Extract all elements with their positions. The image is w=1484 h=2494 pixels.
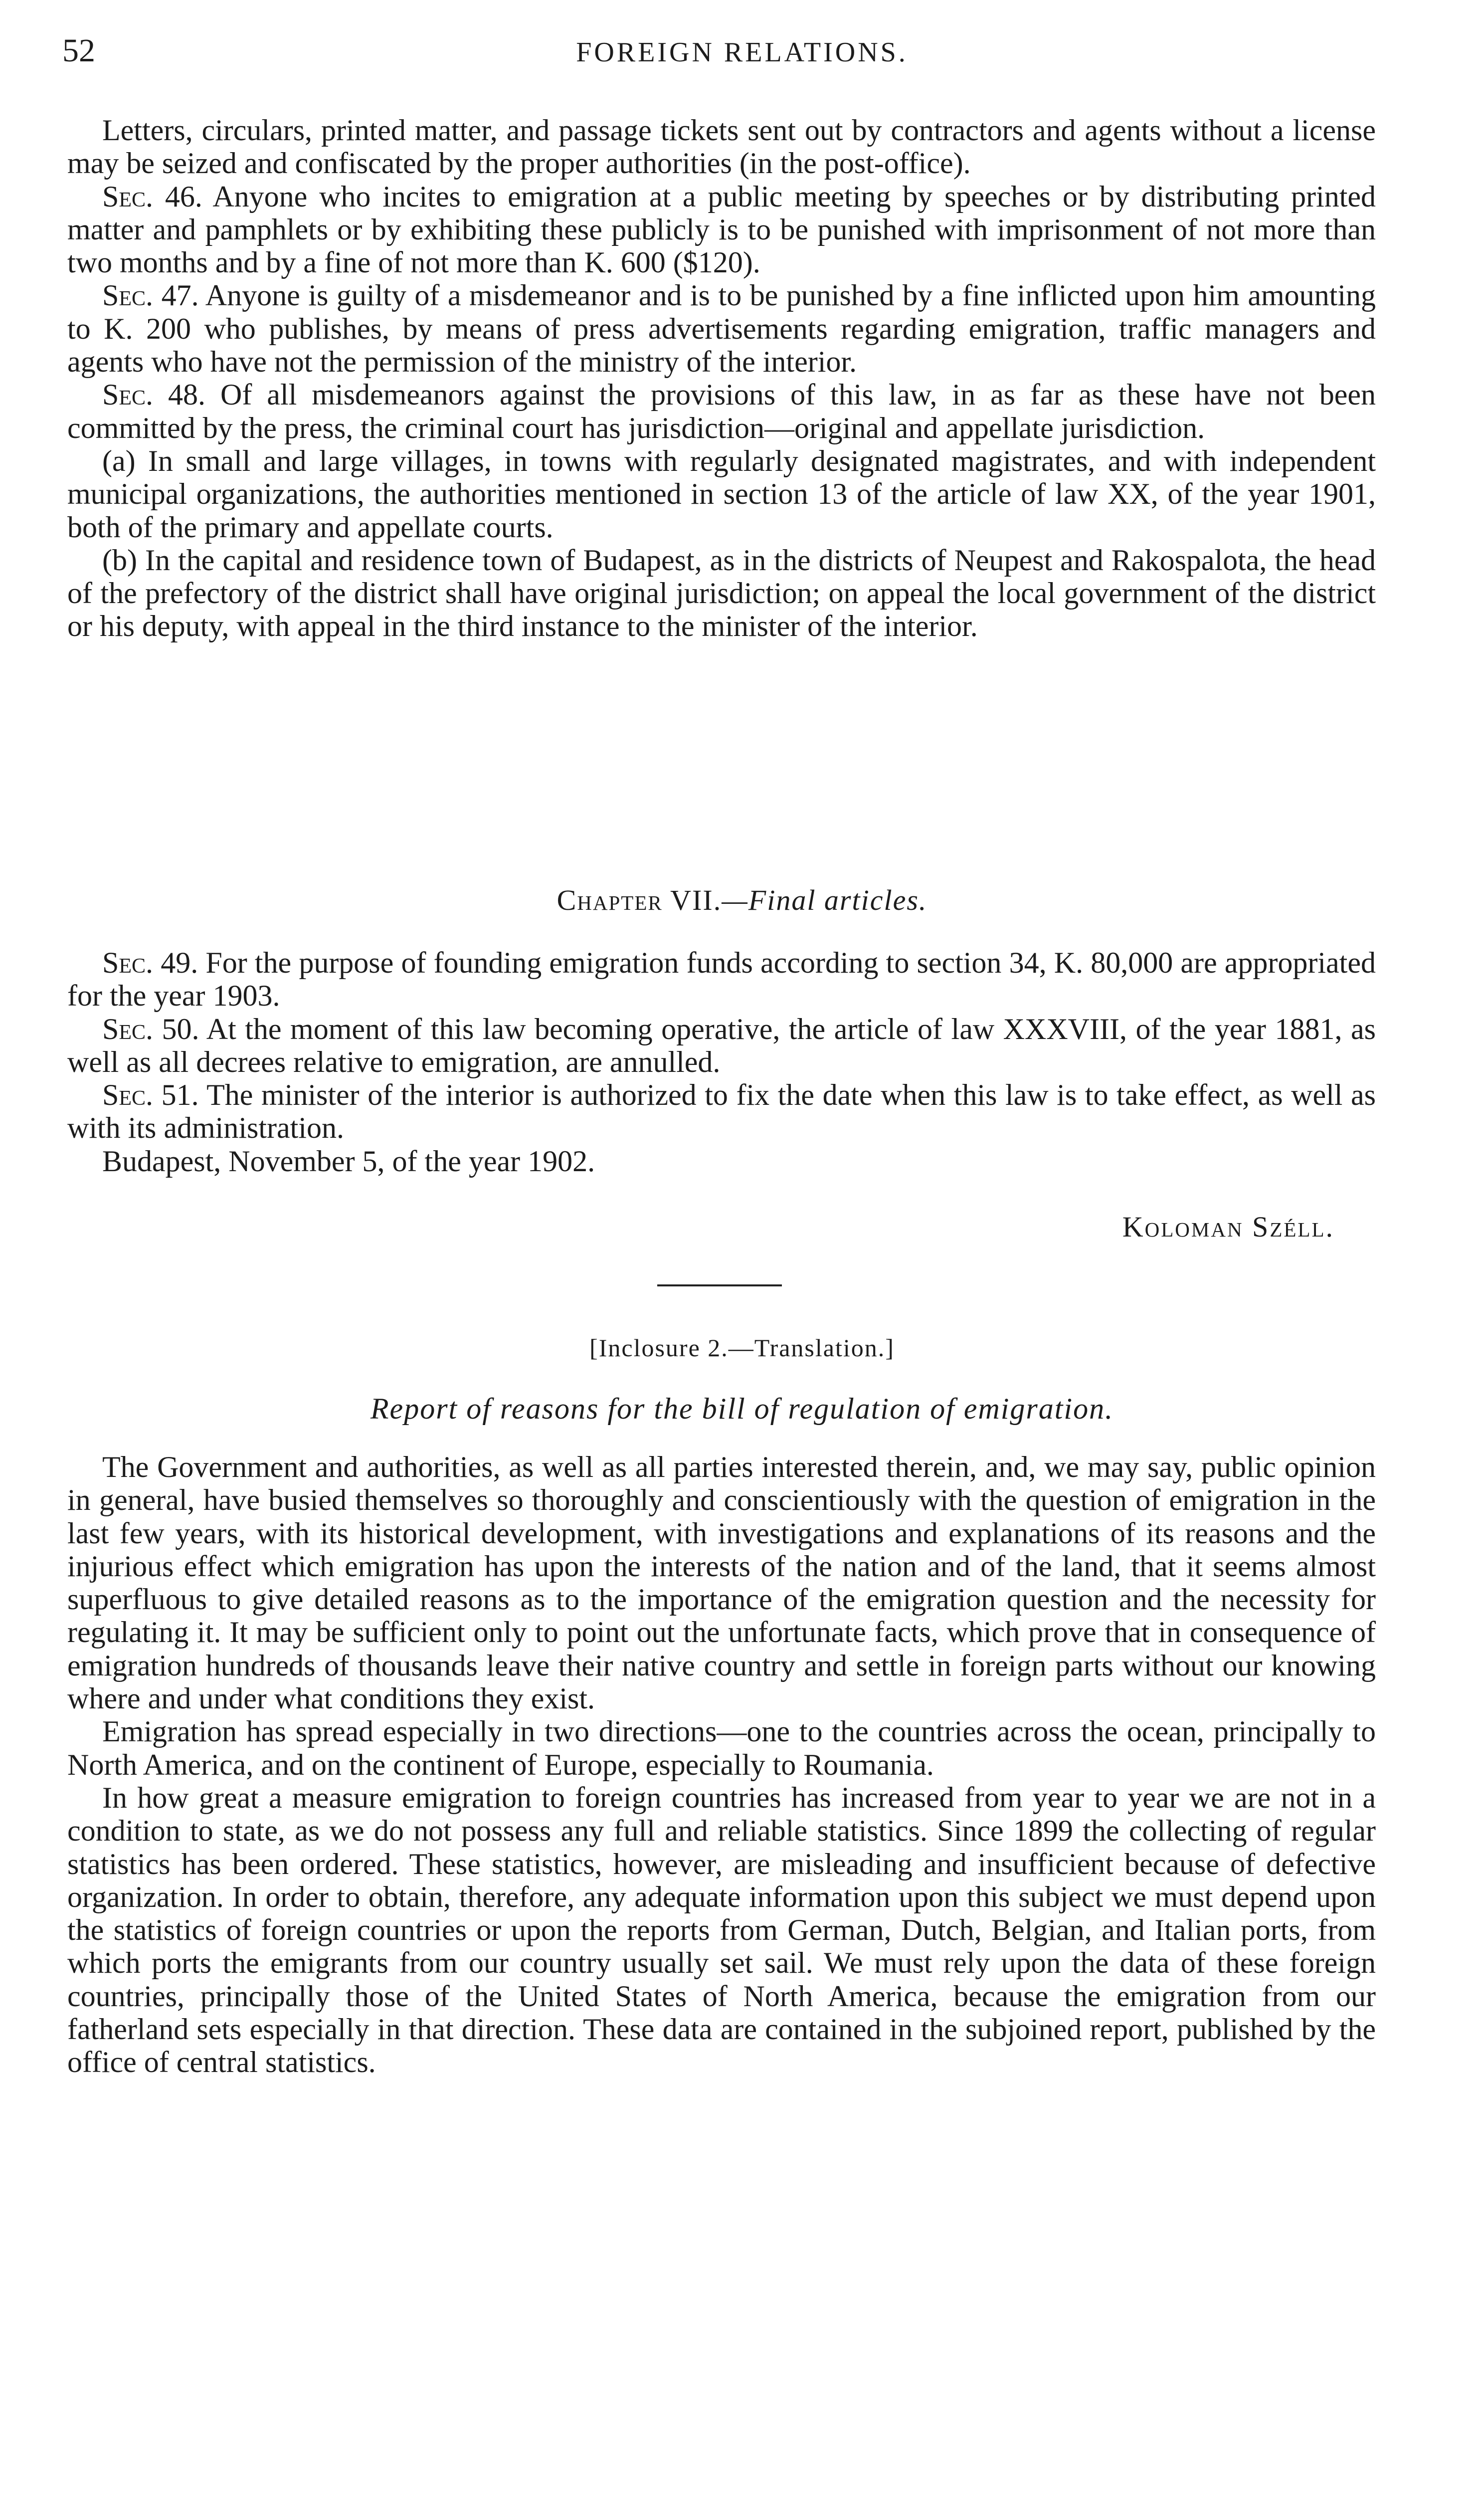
section-46 — [67, 180, 1376, 279]
section-51 — [67, 1078, 1376, 1145]
final-articles-block — [67, 946, 1376, 1178]
section-49 — [67, 946, 1376, 1013]
inclosure-label: [Inclosure 2.—Translation.] — [589, 1334, 895, 1362]
section-48-item-b: (b) In the capital and residence town of Budapest, as in the districts of Neupest and Rakospalota, the head of the prefectory of the district shall have original jurisdiction; on appeal the local government of the district or his deputy, with appeal in the third instance to the minister of the interior. — [67, 543, 1376, 643]
section-48-item-a: (a) In small and large villages, in towns with regularly designated magistrates, and with independent municipal organizations, the authorities mentioned in section 13 of the article of law XX, of the year 1901, both of the primary and appellate courts. — [67, 444, 1376, 544]
report-body — [67, 1451, 1376, 2079]
section-51-label: Sec. 51. — [102, 1078, 199, 1112]
paragraph-letters-circulars: Letters, circulars, printed matter, and passage tickets sent out by contractors and agents without a license may be seized and confiscated by the proper authorities (in the post-office). — [67, 114, 1376, 180]
date-line: Budapest, November 5, of the year 1902. — [102, 1144, 595, 1178]
signature: Koloman Széll. — [1122, 1211, 1334, 1243]
section-47-label: Sec. 47. — [102, 279, 199, 312]
section-50-label: Sec. 50. — [102, 1012, 199, 1045]
report-paragraph-1: The Government and authorities, as well as all parties interested therein, and, we may say, public opinion in general, have busied themselves so thoroughly and conscientiously with the question of emigration in the last few years, with its historical development, with investigations and explanations of its reasons and the injurious effect which emigration has upon the interests of the nation and of the land, that it seems almost superfluous to give detailed reasons as to the importance of the emigration question and the necessity for regulating it. It may be sufficient only to point out the unfortunate facts, which prove that in consequence of emigration hundreds of thousands leave their native country and settle in foreign parts without our knowing where and under what conditions they exist. — [67, 1451, 1376, 1715]
page-number: 52 — [62, 32, 95, 69]
section-divider — [657, 1284, 782, 1286]
running-title: FOREIGN RELATIONS. — [576, 37, 908, 68]
section-51-text: The minister of the interior is authorized to fix the date when this law is to take effect, as well as with its administration. — [67, 1078, 1376, 1145]
chapter-title: —Final articles. — [722, 884, 928, 916]
section-47 — [67, 279, 1376, 378]
section-48 — [67, 378, 1376, 444]
section-48-label: Sec. 48. — [102, 378, 206, 412]
section-47-text: Anyone is guilty of a misdemeanor and is to be punished by a fine inflicted upon him amounting to K. 200 who publishes, by means of press advertisements regarding emigration, traffic managers and agents who have not the permission of the ministry of the interior. — [67, 279, 1376, 379]
chapter-heading — [0, 883, 1484, 918]
section-48-text: Of all misdemeanors against the provisions of this law, in as far as these have not been committed by the press, the criminal court has jurisdiction—original and appellate jurisdiction. — [67, 378, 1376, 444]
section-50 — [67, 1013, 1376, 1079]
section-46-label: Sec. 46. — [102, 180, 202, 213]
chapter-label: Chapter VII. — [556, 884, 722, 916]
section-50-text: At the moment of this law becoming operative, the article of law XXXVIII, of the year 1881, as well as all decrees relative to emigration, are annulled. — [67, 1012, 1376, 1078]
report-paragraph-3: In how great a measure emigration to foreign countries has increased from year to year we are not in a condition to state, as we do not possess any full and reliable statistics. Since 1899 the collecting of regular statistics has been ordered. These statistics, however, are misleading and insufficient because of defective organization. In order to obtain, therefore, any adequate information upon this subject we must depend upon the statistics of foreign countries or upon the reports from German, Dutch, Belgian, and Italian ports, from which ports the emigrants from our country usually set sail. We must rely upon the data of these foreign countries, principally those of the United States of North America, because the emigration from our fatherland sets especially in that direction. These data are contained in the subjoined report, published by the office of central statistics. — [67, 1781, 1376, 2079]
report-title: Report of reasons for the bill of regulation of emigration. — [370, 1392, 1114, 1425]
section-46-text: Anyone who incites to emigration at a public meeting by speeches or by distributing printed matter and pamphlets or by exhibiting these publicly is to be punished with imprisonment of not more than two months and by a fine of not more than K. 600 ($120). — [67, 180, 1376, 279]
section-49-text: For the purpose of founding emigration funds according to section 34, K. 80,000 are appropriated for the year 1903. — [67, 946, 1376, 1013]
law-sections-block — [67, 114, 1376, 643]
report-paragraph-2: Emigration has spread especially in two directions—one to the countries across the ocean, principally to North America, and on the continent of Europe, especially to Roumania. — [67, 1715, 1376, 1781]
section-49-label: Sec. 49. — [102, 946, 198, 979]
